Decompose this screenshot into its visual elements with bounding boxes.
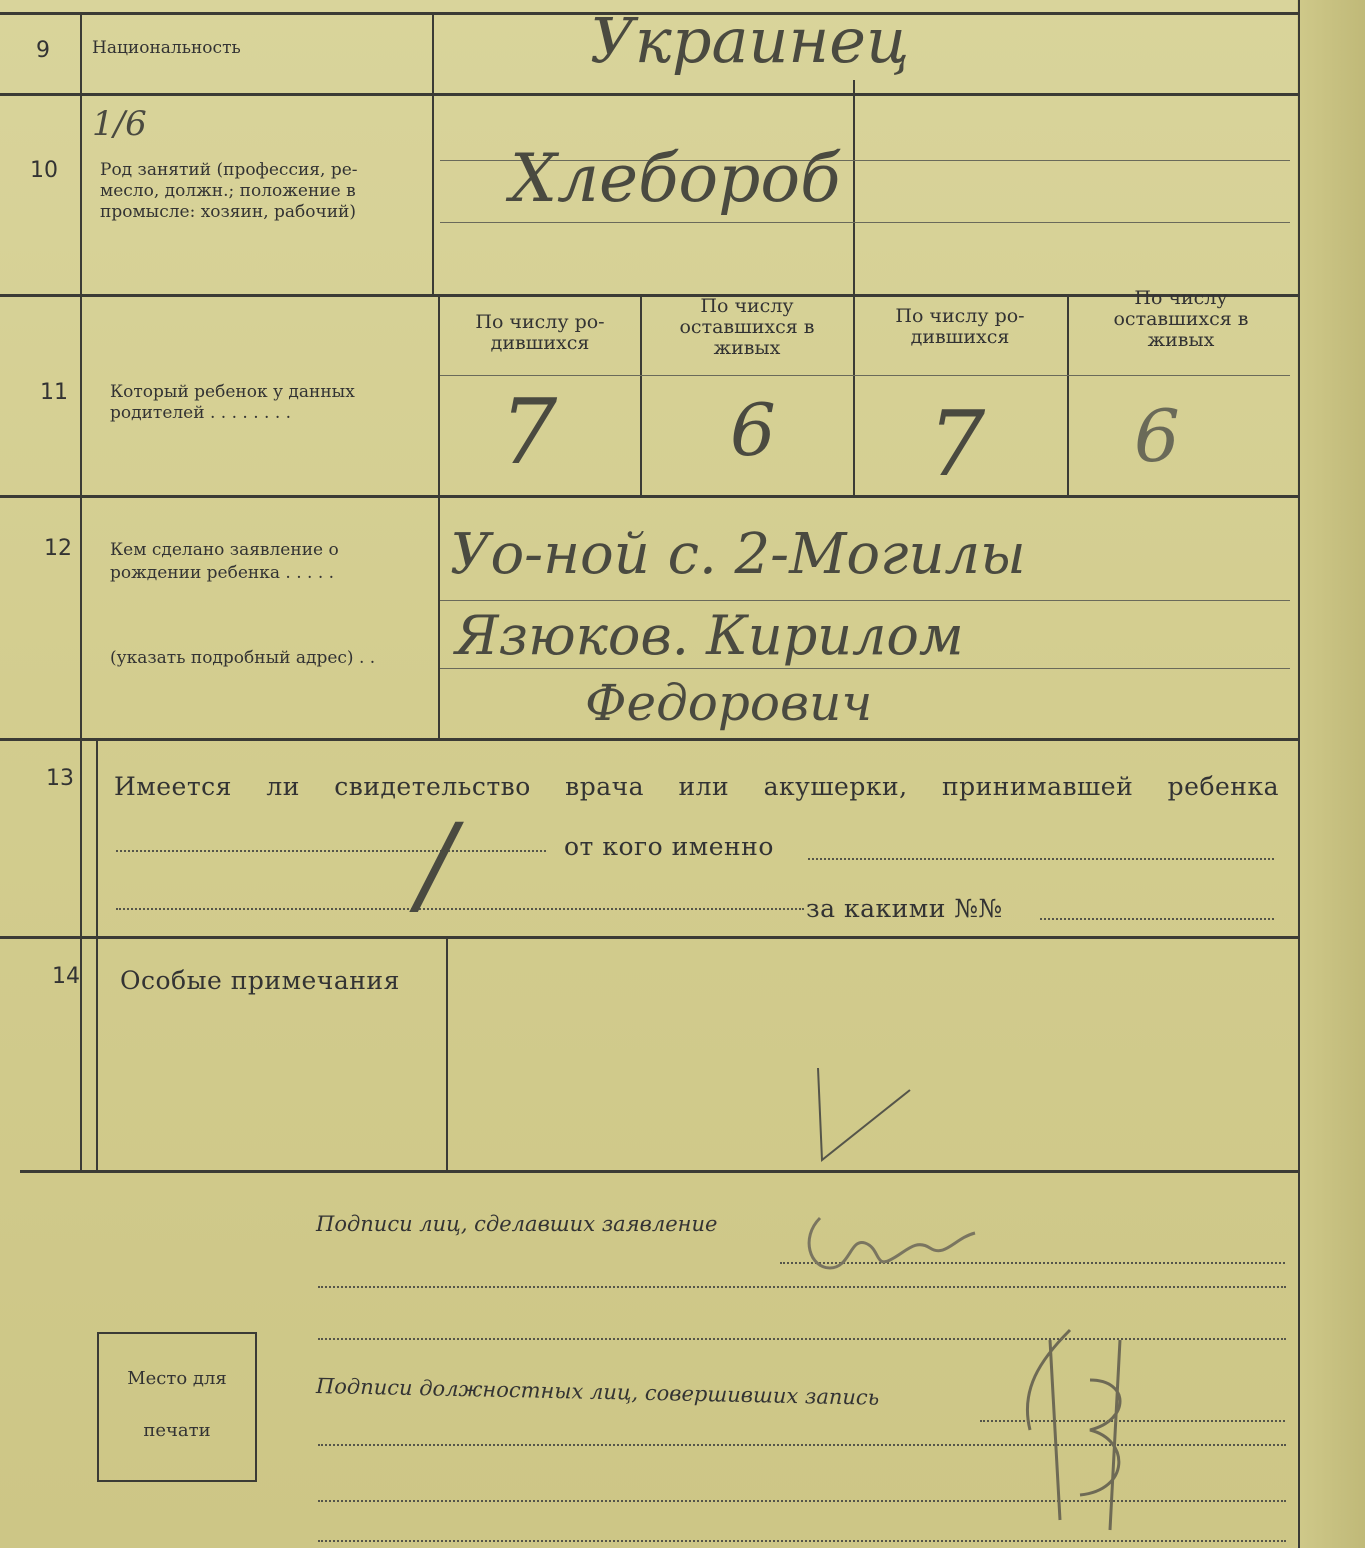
row-number-13: 13	[46, 766, 74, 791]
applicant-signature-mark	[790, 1198, 990, 1288]
label-occupation-line-2: месло, должн.; положение в	[100, 181, 356, 201]
column-header-alive-1	[644, 296, 850, 359]
column-header-text: оставшихся в	[679, 316, 815, 338]
label-special-notes: Особые примечания	[120, 966, 400, 995]
rule-row-14	[20, 1170, 1300, 1173]
handwritten-certificate-mark: /	[418, 800, 456, 928]
row-number-12: 12	[44, 536, 72, 561]
dotted-field-certificate	[116, 850, 546, 852]
col-split-rule-b	[853, 294, 855, 495]
column-header-text: По числу ро-	[895, 305, 1025, 327]
handwritten-born-count-1: 7	[500, 380, 558, 485]
handwritten-alive-count-1: 6	[730, 388, 776, 472]
handwritten-declarant-line-2: Язюков. Кирилом	[455, 604, 964, 667]
label-occupation-line-3: промысле: хозяин, рабочий)	[100, 202, 357, 222]
label-declarant-line-1: Кем сделано заявление о	[110, 540, 339, 560]
col-split-rule-a	[640, 294, 642, 495]
column-header-alive-2	[1071, 288, 1291, 351]
rule-row-13	[0, 936, 1300, 939]
label-from-whom: от кого именно	[564, 832, 774, 861]
handwritten-nationality: Украинец	[590, 4, 910, 77]
subheader-line	[440, 375, 1290, 376]
stamp-label-line-1: Место для	[127, 1368, 227, 1389]
writing-line	[440, 600, 1290, 601]
column-header-text: По числу	[700, 295, 794, 317]
column-header-text: По числу ро-	[475, 311, 605, 333]
handwritten-declarant-line-1: Уо-ной с. 2-Могилы	[450, 522, 1026, 587]
label-child-order-line-1: Который ребенок у данных	[110, 382, 355, 402]
stamp-placeholder-box	[97, 1332, 257, 1482]
parent-split-rule-10	[853, 80, 855, 294]
label-column-rule-bottom	[446, 936, 448, 1170]
dotted-field-from-whom	[808, 858, 1274, 860]
handwritten-margin-note: 1/6	[92, 104, 147, 144]
dotted-field-blank	[116, 908, 804, 910]
signature-line	[318, 1540, 1286, 1542]
official-signature-mark	[980, 1320, 1180, 1540]
label-official-signatures: Подписи должностных лиц, совершивших запись	[315, 1374, 880, 1410]
writing-line	[440, 668, 1290, 669]
row-number-10: 10	[30, 158, 58, 183]
dotted-field-numbers	[1040, 918, 1274, 920]
row-number-14: 14	[52, 964, 80, 989]
handwritten-alive-count-2: 6	[1134, 394, 1180, 478]
column-header-text: оставшихся в	[1113, 308, 1249, 330]
column-header-text: По числу	[1134, 287, 1228, 309]
handwritten-occupation: Хлебороб	[510, 140, 841, 217]
label-column-rule-mid	[438, 294, 440, 738]
label-doctor-certificate: Имеется ли свидетельство врача или акушерки, принимавшей ребенка	[114, 772, 1279, 801]
row-number-9: 9	[36, 38, 50, 63]
column-header-born-2	[857, 306, 1063, 348]
rule-row-9	[0, 93, 1300, 96]
writing-line	[440, 222, 1290, 223]
handwritten-born-count-2: 7	[928, 392, 986, 497]
page-right-edge-shadow	[1297, 0, 1365, 1548]
label-which-numbers: за какими №№	[806, 894, 1003, 923]
label-column-rule-top	[432, 12, 434, 294]
column-header-text: дившихся	[490, 332, 590, 354]
label-address-hint: (указать подробный адрес) . .	[110, 648, 376, 668]
column-header-text: живых	[1147, 329, 1215, 351]
handwritten-check-mark	[800, 1060, 930, 1170]
col-split-rule-c	[1067, 294, 1069, 495]
label-nationality: Национальность	[92, 38, 241, 58]
column-header-text: живых	[713, 337, 781, 359]
row-number-11: 11	[40, 380, 68, 405]
label-occupation-line-1: Род занятий (профессия, ре-	[100, 160, 358, 180]
stamp-label-line-2: печати	[143, 1420, 211, 1441]
right-border-rule	[1298, 0, 1300, 1548]
rule-row-12	[0, 738, 1300, 741]
number-column-rule	[80, 12, 82, 1172]
column-header-born-1	[442, 312, 638, 354]
rule-row-11	[0, 495, 1300, 498]
label-declarant-line-2: рождении ребенка . . . . .	[110, 563, 335, 583]
handwritten-declarant-line-3: Федорович	[585, 674, 873, 732]
label-child-order-line-2: родителей . . . . . . . .	[110, 403, 292, 423]
label-applicant-signatures: Подписи лиц, сделавших заявление	[316, 1212, 718, 1236]
inner-column-rule	[96, 738, 98, 1170]
column-header-text: дившихся	[910, 326, 1010, 348]
